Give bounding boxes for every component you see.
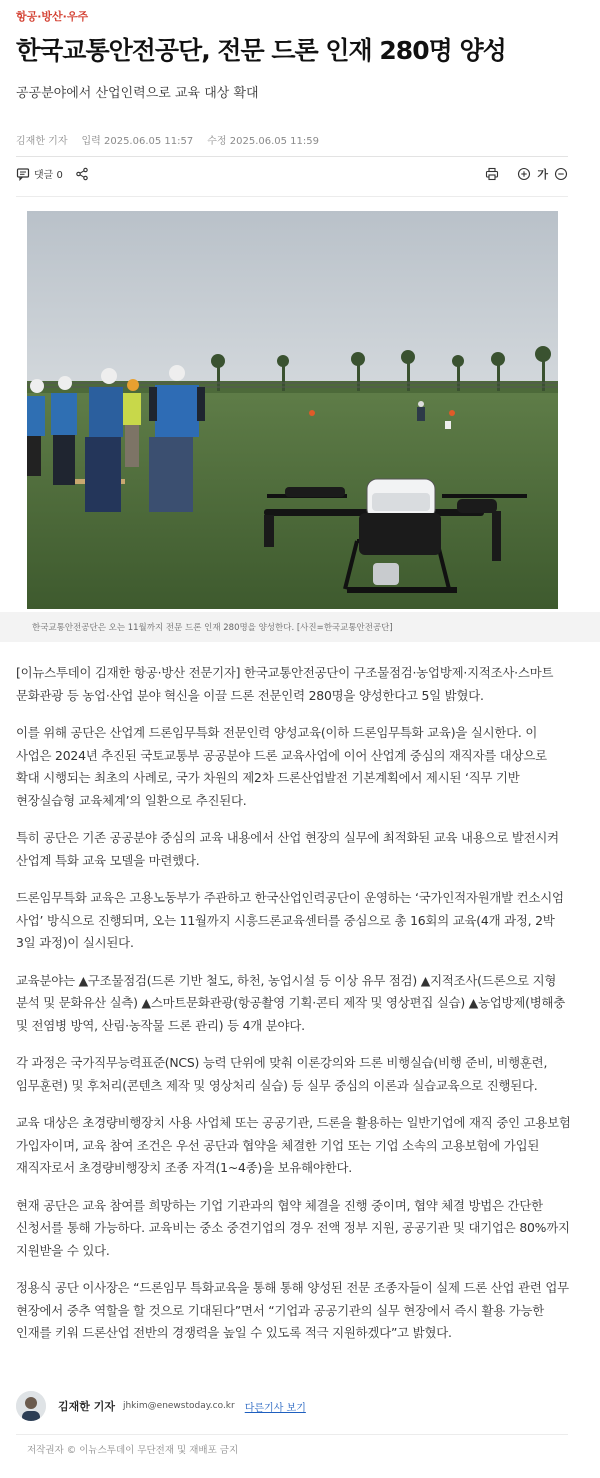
author-email[interactable]: jhkim@enewstoday.co.kr [122, 1401, 235, 1411]
article-paragraph: 현재 공단은 교육 참여를 희망하는 기업 기관과의 협약 체결을 진행 중이며, 협약 체결 방법은 간단한 신청서를 통해 가능하다. 교육비는 중소 중견기업의 경우 전액 정부 지원, 공공기관 및 대기업은 80%까지 지원받을 수 있다. [16, 1197, 570, 1258]
article-paragraph: 드론임무특화 교육은 고용노동부가 주관하고 한국산업인력공단이 운영하는 ‘국가인적자원개발 컨소시엄 사업’ 방식으로 진행되며, 오는 11월까지 시흥드론교육센터를 중심으로 총 16회의 교육(4개 과정, 2박 3일 과정)이 실시된다. [16, 890, 564, 950]
article-paragraph: 이를 위해 공단은 산업계 드론임무특화 전문인력 양성교육(이하 드론임무특화 교육)을 실시한다. 이 사업은 2024년 추진된 국토교통부 공공분야 드론 교육사업에 이어 산업계 중심의 재직자를 대상으로 확대 시행되는 최초의 사례로, 국가 차원의 제2차 드론산업발전 기본계획에서 제시된 ‘직무 기반 현장실습형 교육체계’의 일환으로 추진된다. [16, 725, 547, 808]
article-subtitle: 공공분야에서 산업인력으로 교육 대상 확대 [16, 86, 259, 101]
modified-date: 수정 2025.06.05 11:59 [207, 136, 320, 147]
divider [16, 1434, 568, 1435]
comment-button[interactable] [16, 166, 63, 181]
article-meta [16, 132, 319, 147]
copyright-notice: 저작권자 © 이뉴스투데이 무단전재 및 재배포 금지 [27, 1445, 239, 1456]
article-paragraph: 특히 공단은 기존 공공분야 중심의 교육 내용에서 산업 현장의 실무에 최적화된 교육 내용으로 발전시켜 산업계 특화 교육 모델을 마련했다. [16, 830, 559, 868]
more-articles-link[interactable]: 다른기사 보기 [244, 1402, 306, 1414]
font-decrease-icon[interactable] [554, 167, 568, 181]
divider [16, 196, 568, 197]
divider [16, 156, 568, 157]
article-category[interactable]: 항공·방산·우주 [16, 10, 89, 23]
share-icon[interactable] [75, 167, 89, 181]
reporter-name[interactable]: 김재한 기자 [16, 136, 68, 147]
comment-icon [16, 167, 30, 181]
photo-caption-bar [0, 612, 600, 642]
photo-caption: 한국교통안전공단은 오는 11월까지 전문 드론 인재 280명을 양성한다. [사진=한국교통안전공단] [32, 623, 393, 633]
article-paragraph: [이뉴스투데이 김재한 항공·방산 전문기자] 한국교통안전공단이 구조물점검·농업방제·지적조사·스마트 문화관광 등 농업·산업 분야 혁신을 이끌 드론 전문인력 280명을 양성한다고 5일 밝혔다. [16, 665, 554, 703]
comment-count: 댓글 0 [34, 170, 63, 181]
article-photo [27, 211, 558, 609]
article-paragraph: 교육 대상은 초경량비행장치 사용 사업체 또는 공공기관, 드론을 활용하는 일반기업에 재직 중인 고용보험 가입자이며, 교육 참여 조건은 우선 공단과 협약을 체결한 기업 또는 기업 소속의 고용보험에 가입된 재직자로서 초경량비행장치 조종 자격(1~4종)을 보유해야한다. [16, 1115, 571, 1175]
font-increase-icon[interactable] [517, 167, 531, 181]
published-date: 입력 2025.06.05 11:57 [81, 136, 194, 147]
article-body [16, 662, 572, 1360]
article-paragraph: 교육분야는 ▲구조물점검(드론 기반 철도, 하천, 농업시설 등 이상 유무 점검) ▲지적조사(드론으로 지형 분석 및 문화유산 실측) ▲스마트문화관광(항공촬영 기획·콘티 제작 및 영상편집 실습) ▲농업방제(병해충 및 전염병 방역, 산림·농작물 드론 관리) 등 4개 분야다. [16, 972, 566, 1033]
font-size-label: 가 [537, 168, 548, 181]
article-paragraph: 정용식 공단 이사장은 “드론임무 특화교육을 통해 통해 양성된 전문 조종자들이 실제 드론 산업 관련 업무 현장에서 중추 역할을 할 것으로 기대된다”면서 “기업과 공공기관의 실무 현장에서 즉시 활용 가능한 인재를 키워 드론산업 전반의 경쟁력을 높일 수 있도록 적극 지원하겠다”고 밝혔다. [16, 1280, 569, 1340]
author-box [16, 1386, 568, 1426]
author-avatar [16, 1391, 46, 1421]
author-name: 김재한 기자 [58, 1400, 115, 1413]
article-toolbar [16, 166, 568, 184]
article-headline: 한국교통안전공단, 전문 드론 인재 280명 양성 [16, 36, 506, 65]
print-icon[interactable] [485, 167, 499, 181]
article-paragraph: 각 과정은 국가직무능력표준(NCS) 능력 단위에 맞춰 이론강의와 드론 비행실습(비행 준비, 비행훈련, 임무훈련) 및 후처리(콘텐츠 제작 및 영상처리 실습) 등 실무 중심의 이론과 실습교육으로 진행된다. [16, 1055, 548, 1093]
